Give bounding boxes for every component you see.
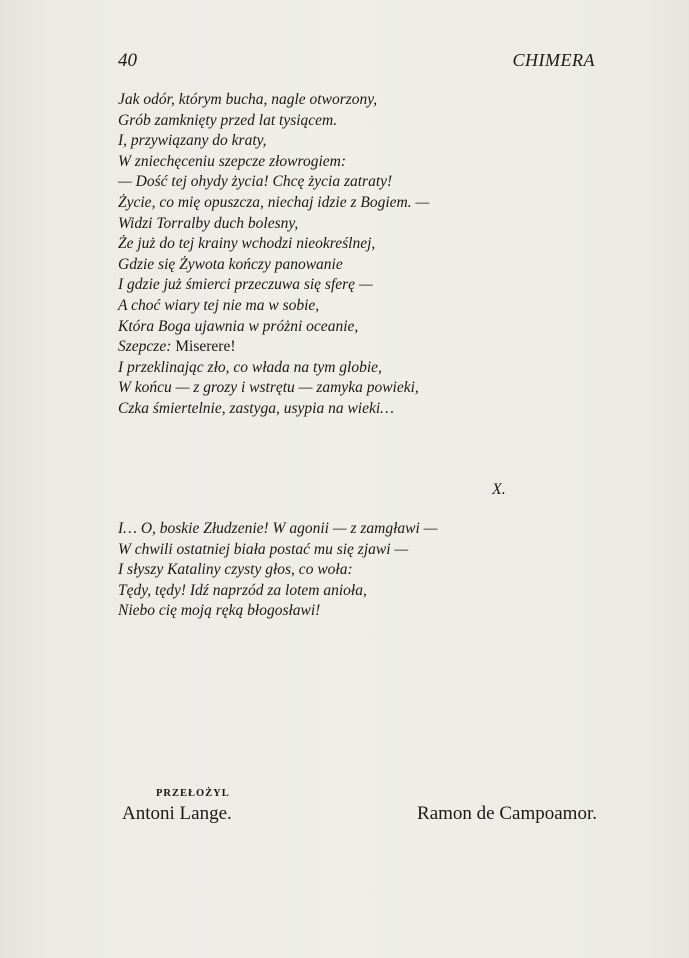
poem-line: W chwili ostatniej biała postać mu się zjawi —	[118, 540, 409, 558]
translator-name: Antoni Lange.	[122, 803, 232, 824]
poem-line: Życie, co mię opuszcza, niechaj idzie z Bogiem. —	[118, 193, 430, 211]
poem-line-prefix: Szepcze:	[118, 338, 172, 356]
poem-line: — Dość tej ohydy życia! Chcę życia zatraty!	[118, 173, 393, 191]
poem-line: Czka śmiertelnie, zastyga, usypia na wieki…	[118, 399, 394, 417]
poem-line: I, przywiązany do kraty,	[118, 132, 267, 150]
poem-line: Grób zamknięty przed lat tysiącem.	[118, 111, 338, 129]
poem-line: Widzi Torralby duch bolesny,	[118, 214, 299, 232]
miserere-text: Miserere!	[175, 338, 236, 356]
poem-stanza-2	[118, 519, 588, 622]
poem-line: A choć wiary tej nie ma w sobie,	[118, 296, 320, 314]
poem-stanza-1	[118, 90, 588, 420]
poem-line: I gdzie już śmierci przeczuwa się sferę —	[118, 276, 373, 294]
page-number: 40	[118, 50, 137, 71]
translator-label: PRZEŁOŻYL	[156, 788, 230, 799]
poem-line: Że już do tej krainy wchodzi nieokreślnej,	[118, 235, 376, 253]
poem-line: Jak odór, którym bucha, nagle otworzony,	[118, 91, 378, 108]
page-footer	[122, 788, 597, 838]
poem-line: I… O, boskie Złudzenie! W agonii — z zamgławi —	[118, 520, 438, 537]
poem-line: Gdzie się Żywota kończy panowanie	[118, 255, 343, 273]
poem-line: I słyszy Kataliny czysty głos, co woła:	[118, 561, 353, 579]
poem-line: Niebo cię moją ręką błogosławi!	[118, 602, 321, 620]
section-number: X.	[492, 481, 506, 498]
poem-line: Która Boga ujawnia w próżni oceanie,	[118, 317, 359, 335]
poem-line: W końcu — z grozy i wstrętu — zamyka powieki,	[118, 379, 419, 397]
author-name: Ramon de Campoamor.	[417, 803, 597, 824]
page-header	[118, 50, 595, 74]
poem-line: Tędy, tędy! Idź naprzód za lotem anioła,	[118, 581, 367, 599]
poem-line: W zniechęceniu szepcze złowrogiem:	[118, 152, 346, 170]
poem-line-miserere	[118, 337, 588, 358]
poem-line: I przeklinając zło, co włada na tym globie,	[118, 358, 382, 376]
running-title: CHIMERA	[512, 50, 595, 70]
